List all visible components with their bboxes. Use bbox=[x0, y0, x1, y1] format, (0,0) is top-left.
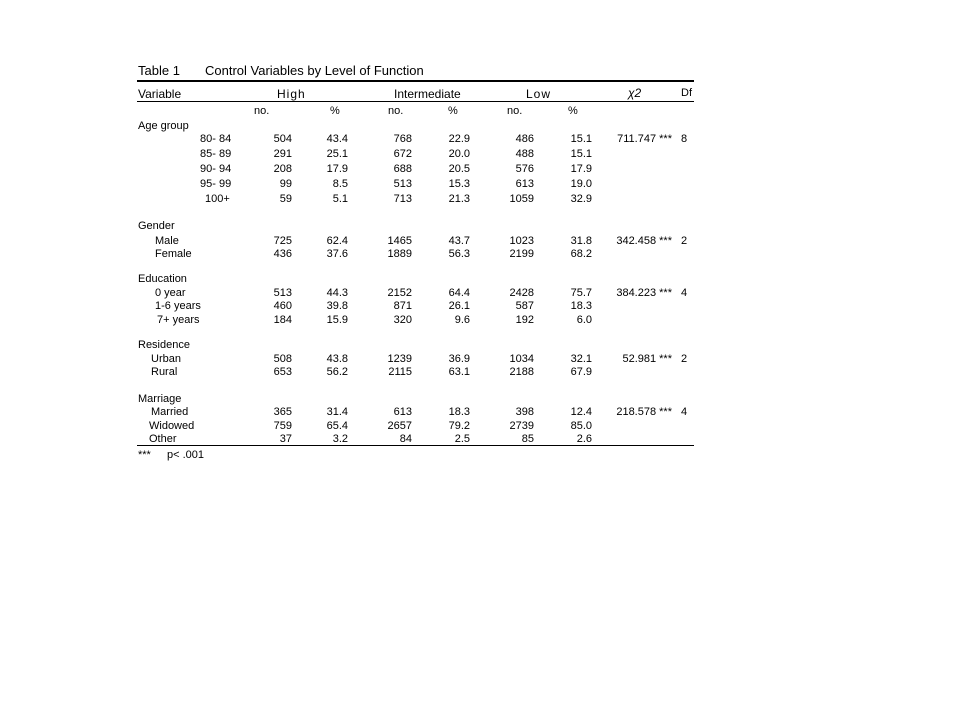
cell-intermediate-pct: 21.3 bbox=[448, 193, 470, 205]
header-variable: Variable bbox=[138, 87, 182, 101]
header-df: Df bbox=[681, 87, 692, 99]
cell-high-no: 291 bbox=[273, 148, 292, 160]
chi-square-value: 342.458 *** bbox=[616, 235, 672, 247]
group-label: Residence bbox=[138, 339, 190, 351]
header-chi-square: χ2 bbox=[628, 86, 642, 100]
cell-high-pct: 31.4 bbox=[326, 406, 348, 418]
cell-low-no: 1034 bbox=[509, 353, 534, 365]
cell-low-pct: 32.9 bbox=[570, 193, 592, 205]
cell-intermediate-no: 688 bbox=[393, 163, 412, 175]
cell-low-pct: 15.1 bbox=[570, 133, 592, 145]
cell-low-pct: 67.9 bbox=[570, 366, 592, 378]
df-value: 8 bbox=[681, 133, 688, 145]
cell-low-no: 486 bbox=[515, 133, 534, 145]
cell-low-pct: 75.7 bbox=[570, 287, 592, 299]
subheader-high-no: no. bbox=[254, 105, 270, 117]
row-label: 90- 94 bbox=[200, 163, 232, 175]
cell-low-pct: 12.4 bbox=[570, 406, 592, 418]
cell-high-no: 37 bbox=[279, 433, 292, 445]
cell-low-pct: 31.8 bbox=[570, 235, 592, 247]
header-high: High bbox=[277, 87, 306, 101]
df-value: 2 bbox=[681, 235, 688, 247]
table-label: Table 1 bbox=[138, 63, 180, 78]
cell-high-no: 59 bbox=[279, 193, 292, 205]
cell-intermediate-pct: 18.3 bbox=[448, 406, 470, 418]
cell-low-no: 2739 bbox=[509, 420, 534, 432]
cell-low-pct: 19.0 bbox=[570, 178, 592, 190]
chi-square-value: 52.981 *** bbox=[622, 353, 672, 365]
cell-high-no: 759 bbox=[273, 420, 292, 432]
cell-low-no: 1059 bbox=[509, 193, 534, 205]
group-label: Marriage bbox=[138, 393, 182, 405]
footnote-stars: *** bbox=[138, 449, 151, 461]
cell-intermediate-no: 768 bbox=[393, 133, 412, 145]
chi-square-value: 711.747 *** bbox=[617, 133, 672, 145]
cell-high-no: 436 bbox=[273, 248, 292, 260]
group-label: Education bbox=[138, 273, 187, 285]
cell-low-pct: 2.6 bbox=[576, 433, 592, 445]
cell-high-pct: 37.6 bbox=[326, 248, 348, 260]
cell-high-no: 184 bbox=[273, 314, 292, 326]
cell-intermediate-pct: 15.3 bbox=[448, 178, 470, 190]
cell-high-pct: 17.9 bbox=[326, 163, 348, 175]
cell-low-no: 576 bbox=[515, 163, 534, 175]
cell-low-pct: 18.3 bbox=[570, 300, 592, 312]
cell-intermediate-no: 613 bbox=[393, 406, 412, 418]
cell-high-pct: 56.2 bbox=[326, 366, 348, 378]
cell-high-no: 508 bbox=[273, 353, 292, 365]
row-label: 0 year bbox=[155, 287, 186, 299]
cell-high-no: 460 bbox=[273, 300, 292, 312]
subheader-low-pct: % bbox=[568, 105, 578, 117]
cell-high-no: 513 bbox=[273, 287, 292, 299]
chi-square-value: 218.578 *** bbox=[616, 406, 672, 418]
cell-low-no: 1023 bbox=[509, 235, 534, 247]
bottom-rule bbox=[137, 445, 694, 446]
row-label: 80- 84 bbox=[200, 133, 232, 145]
cell-low-no: 85 bbox=[521, 433, 534, 445]
cell-low-no: 587 bbox=[515, 300, 534, 312]
chi-square-value: 384.223 *** bbox=[616, 287, 672, 299]
cell-intermediate-no: 1465 bbox=[387, 235, 412, 247]
cell-intermediate-pct: 36.9 bbox=[448, 353, 470, 365]
cell-high-pct: 39.8 bbox=[326, 300, 348, 312]
cell-intermediate-pct: 22.9 bbox=[448, 133, 470, 145]
cell-intermediate-no: 2115 bbox=[388, 366, 412, 378]
cell-intermediate-pct: 20.5 bbox=[448, 163, 470, 175]
cell-intermediate-pct: 26.1 bbox=[448, 300, 470, 312]
cell-high-no: 725 bbox=[273, 235, 292, 247]
row-label: 95- 99 bbox=[200, 178, 232, 190]
subheader-intermediate-no: no. bbox=[388, 105, 404, 117]
subheader-intermediate-pct: % bbox=[448, 105, 458, 117]
header-rule bbox=[137, 101, 694, 102]
row-label: Other bbox=[149, 433, 177, 445]
cell-low-no: 398 bbox=[515, 406, 534, 418]
cell-intermediate-no: 320 bbox=[393, 314, 412, 326]
cell-low-no: 192 bbox=[515, 314, 534, 326]
header-low: Low bbox=[526, 87, 552, 101]
row-label: Female bbox=[155, 248, 192, 260]
cell-high-pct: 43.4 bbox=[326, 133, 348, 145]
cell-intermediate-no: 2657 bbox=[387, 420, 412, 432]
cell-intermediate-pct: 63.1 bbox=[448, 366, 470, 378]
row-label: 85- 89 bbox=[200, 148, 232, 160]
cell-high-pct: 25.1 bbox=[326, 148, 348, 160]
table-title: Control Variables by Level of Function bbox=[205, 63, 424, 78]
footnote-text: p< .001 bbox=[167, 449, 205, 461]
cell-high-pct: 43.8 bbox=[326, 353, 348, 365]
row-label: Male bbox=[155, 235, 179, 247]
row-label: 1-6 years bbox=[155, 300, 201, 312]
cell-high-pct: 5.1 bbox=[332, 193, 348, 205]
cell-intermediate-no: 871 bbox=[393, 300, 412, 312]
group-label: Gender bbox=[138, 220, 175, 232]
cell-intermediate-no: 2152 bbox=[387, 287, 412, 299]
cell-high-pct: 15.9 bbox=[326, 314, 348, 326]
row-label: Widowed bbox=[149, 420, 195, 432]
cell-high-no: 365 bbox=[273, 406, 292, 418]
cell-intermediate-pct: 9.6 bbox=[454, 314, 470, 326]
cell-high-no: 208 bbox=[273, 163, 292, 175]
group-label: Age group bbox=[138, 120, 189, 132]
cell-intermediate-pct: 64.4 bbox=[448, 287, 470, 299]
row-label: Urban bbox=[151, 353, 181, 365]
cell-low-pct: 15.1 bbox=[570, 148, 592, 160]
cell-high-no: 99 bbox=[279, 178, 292, 190]
df-value: 4 bbox=[681, 287, 688, 299]
cell-intermediate-no: 84 bbox=[399, 433, 412, 445]
cell-low-pct: 85.0 bbox=[570, 420, 592, 432]
subheader-low-no: no. bbox=[507, 105, 523, 117]
cell-high-pct: 62.4 bbox=[326, 235, 348, 247]
cell-low-pct: 6.0 bbox=[576, 314, 592, 326]
row-label: 100+ bbox=[205, 193, 230, 205]
cell-high-pct: 44.3 bbox=[326, 287, 348, 299]
cell-high-no: 653 bbox=[273, 366, 292, 378]
cell-high-pct: 8.5 bbox=[332, 178, 348, 190]
df-value: 2 bbox=[681, 353, 688, 365]
cell-low-pct: 68.2 bbox=[570, 248, 592, 260]
cell-intermediate-pct: 20.0 bbox=[448, 148, 470, 160]
cell-intermediate-no: 713 bbox=[393, 193, 412, 205]
cell-low-pct: 32.1 bbox=[570, 353, 592, 365]
cell-high-pct: 65.4 bbox=[326, 420, 348, 432]
cell-low-no: 2188 bbox=[509, 366, 534, 378]
cell-low-pct: 17.9 bbox=[570, 163, 592, 175]
row-label: 7+ years bbox=[157, 314, 200, 326]
cell-intermediate-no: 1239 bbox=[387, 353, 412, 365]
header-intermediate: Intermediate bbox=[394, 87, 461, 101]
cell-high-pct: 3.2 bbox=[332, 433, 348, 445]
subheader-high-pct: % bbox=[330, 105, 340, 117]
cell-low-no: 2199 bbox=[509, 248, 534, 260]
cell-intermediate-pct: 2.5 bbox=[454, 433, 470, 445]
cell-intermediate-pct: 43.7 bbox=[448, 235, 470, 247]
cell-low-no: 2428 bbox=[509, 287, 534, 299]
cell-intermediate-pct: 79.2 bbox=[448, 420, 470, 432]
cell-intermediate-pct: 56.3 bbox=[448, 248, 470, 260]
row-label: Rural bbox=[151, 366, 178, 378]
cell-high-no: 504 bbox=[273, 133, 292, 145]
top-rule bbox=[137, 80, 694, 82]
row-label: Married bbox=[151, 406, 189, 418]
cell-low-no: 613 bbox=[515, 178, 534, 190]
cell-intermediate-no: 1889 bbox=[387, 248, 412, 260]
cell-intermediate-no: 513 bbox=[393, 178, 412, 190]
df-value: 4 bbox=[681, 406, 688, 418]
cell-low-no: 488 bbox=[515, 148, 534, 160]
cell-intermediate-no: 672 bbox=[393, 148, 412, 160]
